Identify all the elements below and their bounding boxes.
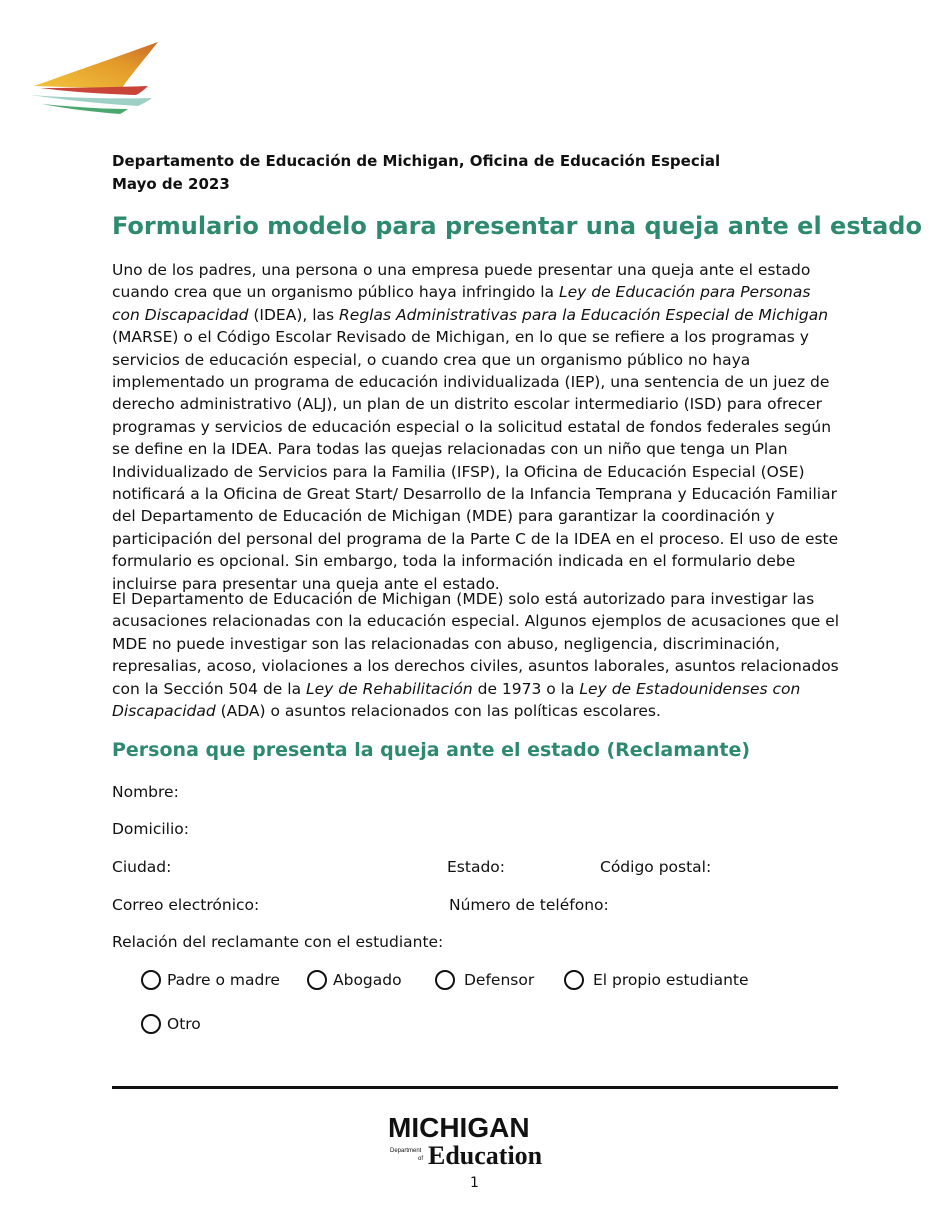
intro-paragraph: Uno de los padres, una persona o una empresa puede presentar una queja ante el estado cuando crea que un organismo público haya infringido la Ley de Educación para Personas con Discapacidad (IDEA), las Reglas Administrativas para la Educación Especial de Michigan (MARSE) o el Código Escolar Revisado de Michigan, en lo que se refiere a los programas y servicios de educación especial, o cuando crea que un organismo público no haya implementado un programa de educación individualizada (IEP), una sentencia de un juez de derecho administrativo (ALJ), un plan de un distrito escolar intermediario (ISD) para ofrecer programas y servicios de educación especial o la solicitud estatal de fondos federales según se define en la IDEA. Para todas las quejas relacionadas con un niño que tenga un Plan Individualizado de Servicios para la Familia (IFSP), la Oficina de Educación Especial (OSE) notificará a la Oficina de Great Start/ Desarrollo de la Infancia Temprana y Educación Familiar del Departamento de Educación de Michigan (MDE) para garantizar la coordinación y participación del personal del programa de la Parte C de la IDEA en el proceso. El uso de este formulario es opcional. Sin embargo, toda la información indicada en el formulario debe incluirse para presentar una queja ante el estado.	[112, 261, 839, 593]
page-number: 1	[470, 1175, 479, 1191]
radio-circle[interactable]	[141, 970, 161, 990]
svg-text:MICHIGAN: MICHIGAN	[388, 1112, 530, 1143]
address-field-label[interactable]: Domicilio:	[112, 820, 189, 838]
option-parent[interactable]: Padre o madre	[141, 970, 280, 990]
relationship-label: Relación del reclamante con el estudiante:	[112, 933, 444, 951]
email-field-label[interactable]: Correo electrónico:	[112, 896, 260, 914]
header-department: Departamento de Educación de Michigan, Oficina de Educación Especial	[112, 152, 721, 170]
footer-divider	[112, 1086, 838, 1089]
svg-text:Education: Education	[428, 1141, 543, 1166]
scope-paragraph: El Departamento de Educación de Michigan (MDE) solo está autorizado para investigar las acusaciones relacionadas con la educación especial. Algunos ejemplos de acusaciones que el MDE no puede investigar son las relacionadas con abuso, negligencia, discriminación, represalias, acoso, violaciones a los derechos civiles, asuntos laborales, asuntos relacionados con la Sección 504 de la Ley de Rehabilitación de 1973 o la Ley de Estadounidenses con Discapacidad (ADA) o asuntos relacionados con las políticas escolares.	[112, 590, 840, 721]
radio-circle[interactable]	[307, 970, 327, 990]
state-field-label[interactable]: Estado:	[447, 858, 505, 876]
zip-field-label[interactable]: Código postal:	[600, 858, 712, 876]
name-field-label[interactable]: Nombre:	[112, 783, 179, 801]
header-date: Mayo de 2023	[112, 175, 230, 193]
option-attorney[interactable]: Abogado	[307, 970, 402, 990]
option-advocate[interactable]: Defensor	[435, 970, 534, 990]
svg-text:of: of	[418, 1156, 424, 1162]
city-field-label[interactable]: Ciudad:	[112, 858, 172, 876]
phone-field-label[interactable]: Número de teléfono:	[449, 896, 609, 914]
section-title: Persona que presenta la queja ante el estado (Reclamante)	[112, 739, 751, 761]
option-student[interactable]: El propio estudiante	[564, 970, 749, 990]
option-other[interactable]: Otro	[141, 1014, 201, 1034]
radio-circle[interactable]	[141, 1014, 161, 1034]
radio-circle[interactable]	[564, 970, 584, 990]
radio-circle[interactable]	[435, 970, 455, 990]
svg-text:Department: Department	[390, 1148, 422, 1154]
page-title: Formulario modelo para presentar una queja ante el estado	[112, 212, 922, 240]
brand-swoosh-logo	[24, 38, 164, 116]
document-header	[112, 150, 720, 196]
michigan-education-logo	[388, 1110, 563, 1166]
